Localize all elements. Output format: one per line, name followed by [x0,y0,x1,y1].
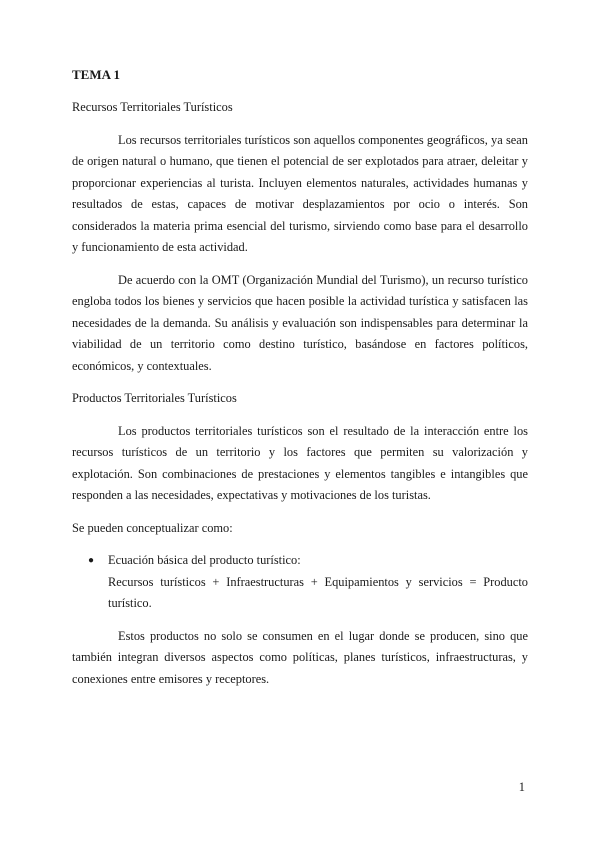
document-page [72,64,528,701]
paragraph: Los productos territoriales turísticos son el resultado de la interacción entre los recursos turísticos de un territorio y los factores que permiten su valorización y explotación. Son combinaciones de prestaciones y elementos tangibles e intangibles que responden a las necesidades, expectativas y motivaciones de los turistas. [72,423,528,502]
list-item-label: Ecuación básica del producto turístico: [108,553,301,567]
paragraph: Estos productos no solo se consumen en el lugar donde se producen, sino que también integran diversos aspectos como políticas, planes turísticos, infraestructuras, y conexiones entre emisores y receptores. [72,628,528,686]
document-title: TEMA 1 [72,67,121,82]
list-item-text: Recursos turísticos + Infraestructuras + Equipamientos y servicios = Producto turístico. [108,574,528,610]
list-item [88,550,528,615]
page-number: 1 [518,780,525,794]
bullet-icon: ● [88,555,95,566]
intro-line: Se pueden conceptualizar como: [72,520,233,535]
section-heading-productos: Productos Territoriales Turísticos [72,391,237,405]
paragraph: Los recursos territoriales turísticos son aquellos componentes geográficos, ya sean de origen natural o humano, que tienen el potencial de ser explotados para atraer, deleitar y proporcionar experiencias al turista. Incluyen elementos naturales, actividades humanas y resultados de estas, capaces de motivar desplazamientos por ocio o interés. Son considerados la materia prima esencial del turismo, sirviendo como base para el desarrollo y funcionamiento de esta actividad. [72,132,528,254]
bullet-list [72,550,528,615]
paragraph: De acuerdo con la OMT (Organización Mundial del Turismo), un recurso turístico engloba todos los bienes y servicios que hacen posible la actividad turística y satisfacen las necesidades de la demanda. Su análisis y evaluación son indispensables para determinar la viabilidad de un territorio como destino turístico, basándose en factores políticos, económicos, y contextuales. [72,272,528,373]
section-heading-recursos: Recursos Territoriales Turísticos [72,100,233,114]
